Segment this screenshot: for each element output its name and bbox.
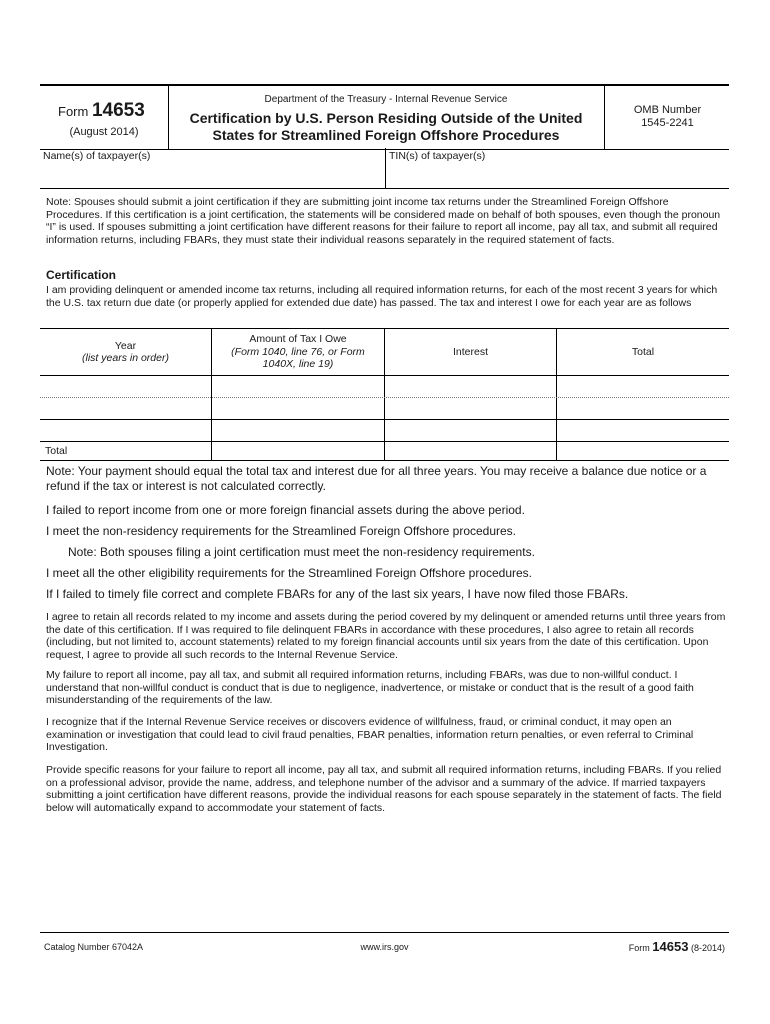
irs-website: www.irs.gov bbox=[360, 942, 409, 952]
failed-report-statement: I failed to report income from one or more foreign financial assets during the above period. bbox=[46, 503, 525, 517]
total-amount-cell[interactable] bbox=[212, 442, 384, 460]
omb-number: 1545-2241 bbox=[641, 117, 694, 129]
omb-box bbox=[604, 86, 730, 149]
taxpayer-names-field[interactable] bbox=[40, 148, 386, 188]
footer-form-revision: (8-2014) bbox=[690, 943, 725, 953]
tax-interest-table bbox=[40, 328, 729, 461]
form-number: 14653 bbox=[91, 100, 145, 121]
total-column-header bbox=[557, 329, 729, 375]
table-row-year-2[interactable] bbox=[40, 398, 211, 419]
nonresidency-statement: I meet the non-residency requirements for the Streamlined Foreign Offshore procedures. bbox=[46, 524, 517, 538]
table-row-amount-3[interactable] bbox=[212, 420, 384, 441]
table-row-interest-2[interactable] bbox=[385, 398, 556, 419]
interest-header-label: Interest bbox=[452, 345, 489, 358]
footer-form-id bbox=[629, 939, 725, 954]
table-total-label: Total bbox=[45, 445, 68, 457]
form-title bbox=[169, 110, 603, 144]
amount-header-sub-1: (Form 1040, line 76, or Form bbox=[231, 345, 365, 358]
payment-note: Note: Your payment should equal the total tax and interest due for all three years. You may receive a balance due notice or a refund if the tax or interest is not calculated correctly. bbox=[46, 464, 707, 493]
table-row-year-1[interactable] bbox=[40, 376, 211, 397]
recognize-statement: I recognize that if the Internal Revenue Service receives or discovers evidence of willfulness, fraud, or criminal conduct, it may open an examination or investigation that could lead to civil fraud penalties, FBAR penalties, information return penalties, or even referral to Criminal Investigation. bbox=[46, 716, 694, 753]
form-title-line-2: States for Streamlined Foreign Offshore Procedures bbox=[212, 127, 560, 143]
form-title-box bbox=[169, 86, 603, 149]
taxpayer-names-label: Name(s) of taxpayer(s) bbox=[43, 150, 151, 162]
table-row-amount-2[interactable] bbox=[212, 398, 384, 419]
form-header bbox=[40, 84, 729, 150]
taxpayer-tin-field[interactable] bbox=[386, 148, 729, 188]
form-title-line-1: Certification by U.S. Person Residing Outside of the United bbox=[189, 110, 583, 126]
form-id-box bbox=[40, 86, 169, 149]
spouses-note: Note: Spouses should submit a joint certification if they are submitting joint income tax returns under the Streamlined Foreign Offshore Procedures. If this certification is a joint certification, the statements will be considered made on behalf of both spouses, even though the pronoun “I” is used. If spouses submitting a joint certification have different reasons for their failure to report all income, pay all tax, and submit all required information returns, including FBARs, they must state their individual reasons separately in the required statement of facts. bbox=[46, 196, 721, 246]
form-number-line bbox=[58, 100, 145, 122]
form-footer bbox=[40, 932, 729, 955]
catalog-number: Catalog Number 67042A bbox=[44, 942, 144, 952]
year-header-label: Year bbox=[114, 339, 137, 352]
footer-form-number: 14653 bbox=[652, 939, 689, 954]
eligibility-statement: I meet all the other eligibility requirements for the Streamlined Foreign Offshore procedures. bbox=[46, 566, 533, 580]
amount-header-sub-2: 1040X, line 19) bbox=[262, 358, 334, 371]
department-name: Department of the Treasury - Internal Revenue Service bbox=[264, 94, 508, 105]
taxpayer-tin-label: TIN(s) of taxpayer(s) bbox=[389, 150, 486, 162]
nonresidency-note: Note: Both spouses filing a joint certification must meet the non-residency requirements. bbox=[68, 545, 535, 559]
total-interest-cell[interactable] bbox=[385, 442, 556, 460]
table-row-amount-1[interactable] bbox=[212, 376, 384, 397]
amount-column-header bbox=[212, 329, 384, 375]
total-total-cell[interactable] bbox=[557, 442, 729, 460]
interest-column-header bbox=[385, 329, 556, 375]
table-row-interest-3[interactable] bbox=[385, 420, 556, 441]
year-column-header bbox=[40, 329, 211, 375]
nonwillful-statement: My failure to report all income, pay all tax, and submit all required information returns, including FBARs, was due to non-willful conduct. I understand that non-willful conduct is conduct that is due to negligence, inadvertence, or mistake or conduct that is the result of a good faith misunderstanding of the requirements of the law. bbox=[46, 669, 694, 706]
table-row-total-3[interactable] bbox=[557, 420, 729, 441]
taxpayer-info-row bbox=[40, 148, 729, 189]
form-word: Form bbox=[58, 104, 89, 119]
amount-header-label: Amount of Tax I Owe bbox=[249, 333, 347, 346]
fbar-statement: If I failed to timely file correct and complete FBARs for any of the last six years, I have now filed those FBARs. bbox=[46, 587, 629, 601]
total-header-label: Total bbox=[631, 345, 655, 358]
form-date: (August 2014) bbox=[69, 126, 139, 138]
footer-form-word: Form bbox=[628, 943, 650, 953]
statement-of-facts-field[interactable] bbox=[40, 818, 729, 926]
certification-intro: I am providing delinquent or amended income tax returns, including all required information returns, for each of the most recent 3 years for which the U.S. tax return due date (or properly applied for extended due date) has passed. The tax and interest I owe for each year are as follows bbox=[46, 284, 718, 309]
reasons-instructions: Provide specific reasons for your failure to report all income, pay all tax, and submit all required information returns, including FBARs. If you relied on a professional advisor, provide the name, address, and telephone number of the advisor and a summary of the advice. If married taxpayers submitting a joint certification have different reasons, provide the individual reasons for each spouse separately in the statement of facts. The field below will automatically expand to accommodate your statement of facts. bbox=[46, 764, 722, 814]
records-statement: I agree to retain all records related to my income and assets during the period covered by my delinquent or amended returns until three years from the date of this certification. If I was required to file delinquent FBARs in accordance with these procedures, I also agree to retain all records (including, but not limited to, account statements) related to my foreign financial accounts until six years from the date of this certification. Upon request, I agree to provide all such records to the Internal Revenue Service. bbox=[46, 611, 726, 661]
omb-label: OMB Number bbox=[633, 104, 702, 116]
year-header-sub: (list years in order) bbox=[82, 352, 169, 364]
table-row-year-3[interactable] bbox=[40, 420, 211, 441]
certification-heading: Certification bbox=[46, 268, 117, 282]
table-row-total-1[interactable] bbox=[557, 376, 729, 397]
table-row-total-2[interactable] bbox=[557, 398, 729, 419]
table-row-interest-1[interactable] bbox=[385, 376, 556, 397]
